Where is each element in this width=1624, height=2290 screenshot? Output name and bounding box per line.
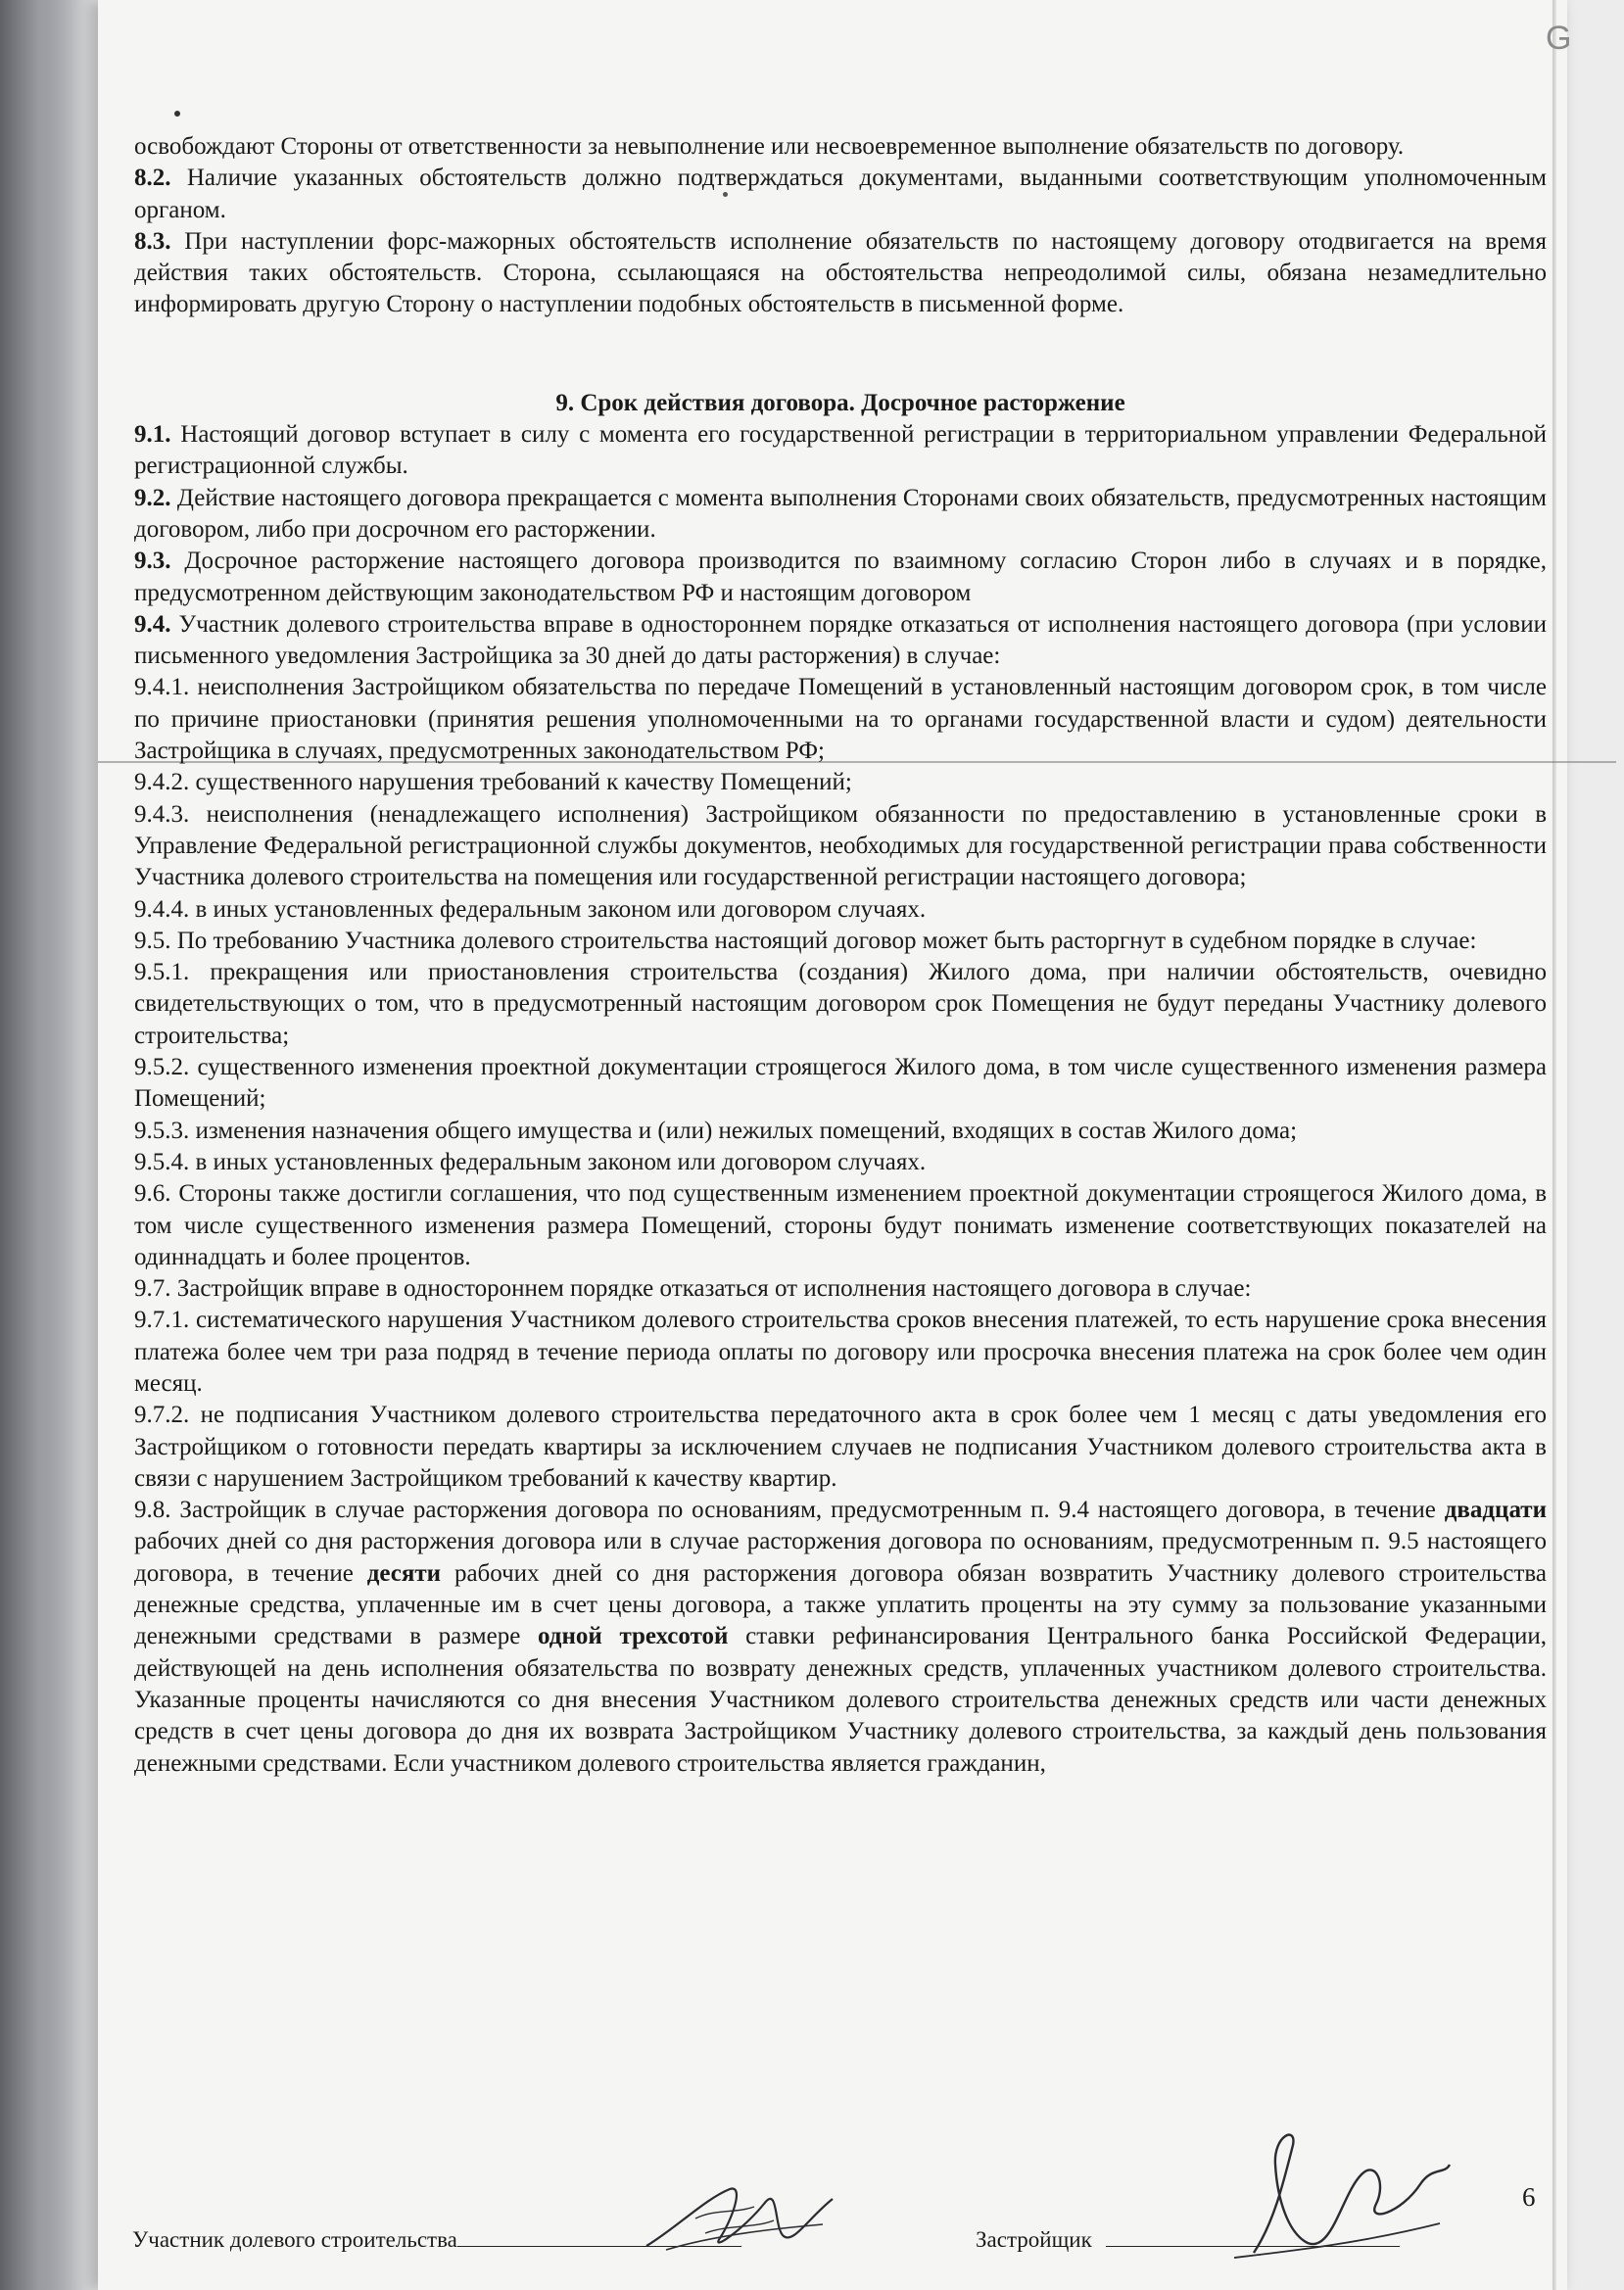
footer-participant-label: Участник долевого строительства	[132, 2227, 457, 2252]
scan-speck	[174, 111, 180, 117]
paragraph-9-8: 9.8. Застройщик в случае расторжения договора по основаниям, предусмотренным п. 9.4 настоящего договора, в течение двадцати рабочих дней со дня расторжения договора или в случае расторжения договора по основаниям, предусмотренным п. 9.5 настоящего договора, в течение десяти рабочих дней со дня расторжения договора обязан возвратить Участнику долевого строительства денежные средства, уплаченные им в счет цены договора, а также уплатить проценты на эту сумму за пользование указанными денежными средствами в размере одной трехсотой ставки рефинансирования Центрального банка Российской Федерации, действующей на день исполнения обязательства по возврату денежных средств, уплаченных участником долевого строительства. Указанные проценты начисляются со дня внесения Участником долевого строительства денежных средств или части денежных средств в счет цены договора до дня их возврата Застройщиком Участнику долевого строительства, за каждый день пользования денежными средствами. Если участником долевого строительства является гражданин,	[134, 1497, 1548, 1777]
paragraph-9-7-1: 9.7.1. систематического нарушения Участником долевого строительства сроков внесения платежей, то есть нарушение срока внесения платежа более чем три раза подряд в течение периода оплаты по договору или просрочка внесения платежа на срок более чем один месяц.	[134, 1307, 1547, 1397]
paragraph-9-1: 9.1. Настоящий договор вступает в силу с момента его государственной регистрации в территориальном управлении Федеральной регистрационной службы.	[134, 421, 1547, 480]
paragraph-9-5: 9.5. По требованию Участника долевого строительства настоящий договор может быть расторгнут в судебном порядке в случае:	[134, 927, 1477, 954]
paragraph-9-4-4: 9.4.4. в иных установленных федеральным законом или договором случаях.	[134, 895, 927, 923]
paragraph-9-3: 9.3. Досрочное расторжение настоящего договора производится по взаимному согласию Сторон либо в случаях и в порядке, предусмотренном действующим законодательством РФ и настоящим договором	[134, 548, 1547, 606]
page-edge	[1552, 0, 1556, 2290]
paragraph-9-4-1: 9.4.1. неисполнения Застройщиком обязательства по передаче Помещений в установленный настоящим договором срок, в том числе по причине приостановки (принятия решения уполномоченными на то органами государственной власти и судом) деятельности Застройщика в случаях, предусмотренных законодательством РФ;	[134, 674, 1547, 765]
footer-developer-label: Застройщик	[976, 2227, 1092, 2252]
paragraph-8-2: 8.2. Наличие указанных обстоятельств должно подтверждаться документами, выданными соответствующим уполномоченным органом.	[134, 165, 1547, 223]
paragraph-9-4-2: 9.4.2. существенного нарушения требований к качеству Помещений;	[134, 769, 852, 796]
section-title: 9. Срок действия договора. Досрочное расторжение	[555, 389, 1125, 416]
document-body	[134, 131, 1547, 1780]
paragraph-9-5-3: 9.5.3. изменения назначения общего имущества и (или) нежилых помещений, входящих в состав Жилого дома;	[134, 1117, 1298, 1144]
paragraph-9-4: 9.4. Участник долевого строительства вправе в одностороннем порядке отказаться от исполнения настоящего договора (при условии письменного уведомления Застройщика за 30 дней до даты расторжения) в случае:	[134, 610, 1547, 670]
paragraph-9-5-2: 9.5.2. существенного изменения проектной документации строящегося Жилого дома, в том числе существенного изменения размера Помещений;	[134, 1054, 1547, 1113]
paragraph-9-7-2: 9.7.2. не подписания Участником долевого строительства передаточного акта в срок более чем 1 месяц с даты уведомления его Застройщиком о готовности передать квартиры за исключением случаев не подписания Участником долевого строительства акта в связи с нарушением Застройщиком требований к качеству квартир.	[134, 1402, 1547, 1492]
participant-signature	[637, 2160, 852, 2267]
paragraph-8-1-tail: освобождают Стороны от ответственности за невыполнение или несвоевременное выполнение обязательств по договору.	[134, 133, 1405, 160]
paragraph-8-3: 8.3. При наступлении форс-мажорных обстоятельств исполнение обязательств по настоящему договору отодвигается на время действия таких обстоятельств. Сторона, ссылающаяся на обстоятельства непреодолимой силы, обязана незамедлительно информировать другую Сторону о наступлении подобных обстоятельств в письменной форме.	[134, 227, 1547, 318]
page-number: 6	[1522, 2182, 1536, 2212]
corner-handwritten-mark: G	[1546, 20, 1572, 57]
paragraph-9-5-4: 9.5.4. в иных установленных федеральным законом или договором случаях.	[134, 1148, 927, 1175]
paragraph-9-2: 9.2. Действие настоящего договора прекращается с момента выполнения Сторонами своих обязательств, предусмотренных настоящим договором, либо при досрочном его расторжении.	[134, 484, 1547, 543]
paragraph-9-6: 9.6. Стороны также достигли соглашения, что под существенным изменением проектной документации строящегося Жилого дома, в том числе существенного изменения размера Помещений, стороны будут понимать изменение соответствующих показателей на одиннадцать и более процентов.	[134, 1180, 1547, 1270]
paragraph-9-4-3: 9.4.3. неисполнения (ненадлежащего исполнения) Застройщиком обязанности по предоставлению в установленные сроки в Управление Федеральной регистрационной службы документов, необходимых для государственной регистрации права собственности Участника долевого строительства на помещения или государственной регистрации настоящего договора;	[134, 800, 1547, 891]
developer-signature	[1215, 2106, 1469, 2272]
paragraph-9-7: 9.7. Застройщик вправе в одностороннем порядке отказаться от исполнения настоящего договора в случае:	[134, 1275, 1252, 1303]
binding-shadow	[0, 0, 108, 2290]
paragraph-9-5-1: 9.5.1. прекращения или приостановления строительства (создания) Жилого дома, при наличии обстоятельств, очевидно свидетельствующих о том, что в предусмотренный настоящим договором срок Помещения не будут переданы Участнику долевого строительства;	[134, 959, 1547, 1049]
